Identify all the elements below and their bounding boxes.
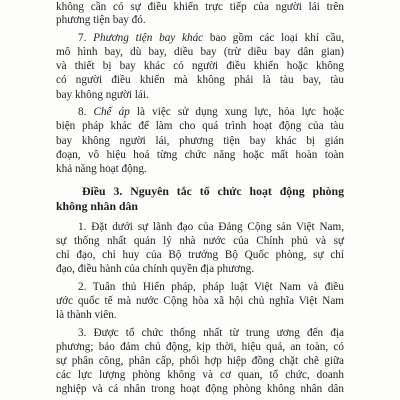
item-number: 8. (78, 106, 87, 119)
item-8-first-line (78, 105, 344, 119)
text-line: không cần có sự điều khiển trực tiếp của người lái trên (56, 1, 344, 13)
clause-3-line: 3. Được tổ chức thống nhất từ trung ương đến địa (78, 326, 344, 339)
text-line: phương; bảo đảm chủ động, kịp thời, hiệu quả, an toàn, có (56, 340, 344, 353)
text-line: và thiết bị bay khác có người điều khiển hoặc không (56, 60, 344, 73)
item-7-first-line (78, 31, 344, 45)
text-line: mô hình bay, dù bay, diều bay (trừ diều bay dân gian) (56, 46, 344, 59)
text-line: đoạn, vô hiệu hoá từng chức năng hoặc mất hoàn toàn (56, 148, 344, 161)
text-line: chỉ đạo, chỉ huy của Bộ trưởng Bộ Quốc phòng, sự chỉ (56, 248, 344, 261)
text-line: phương tiện bay đó. (56, 14, 146, 27)
defined-term: Phương tiện bay khác (93, 32, 204, 45)
text-line: sự thống nhất quản lý nhà nước của Chính phủ và sự (56, 234, 344, 247)
text-line: biện pháp khác để làm cho quá trình hoạt động của tàu (56, 120, 344, 133)
text-line: bay không người lái, phương tiện bay khác bị gián (56, 134, 344, 147)
article-heading-continued: không nhân dân (56, 198, 138, 213)
clause-2-line: 2. Tuân thủ Hiến pháp, pháp luật Việt Nam và điều (78, 280, 344, 293)
text-line: đạo, điều hành của chính quyền địa phương. (56, 262, 255, 275)
text-line: có người điều khiển mà không phải là tàu bay, tàu (56, 74, 344, 87)
clause-1-line: 1. Đặt dưới sự lãnh đạo của Đảng Cộng sản Việt Nam, (78, 220, 344, 233)
text-line: nghiệp và cá nhân trong hoạt động phòng không nhân dân (56, 383, 344, 395)
text-line: bay không người lái. (56, 88, 149, 101)
text-line: khả năng hoạt động. (56, 162, 147, 175)
item-number: 7. (78, 32, 87, 45)
article-heading: Điều 3. Nguyên tắc tổ chức hoạt động phòng (82, 184, 344, 198)
text-fragment: là việc sử dụng xung lực, hỏa lực hoặc (129, 106, 345, 119)
text-line: là thành viên. (56, 308, 117, 321)
text-line: các lực lượng phòng không và cơ quan, tổ chức, doanh (56, 368, 344, 381)
text-line: sự phân công, phân cấp, phối hợp hiệp đồng chặt chẽ giữa (56, 354, 344, 367)
text-line: ước quốc tế mà nước Cộng hòa xã hội chủ nghĩa Việt Nam (56, 294, 344, 307)
text-fragment: bao gồm các loại khí cầu, (203, 32, 344, 45)
defined-term: Chế áp (93, 106, 130, 119)
